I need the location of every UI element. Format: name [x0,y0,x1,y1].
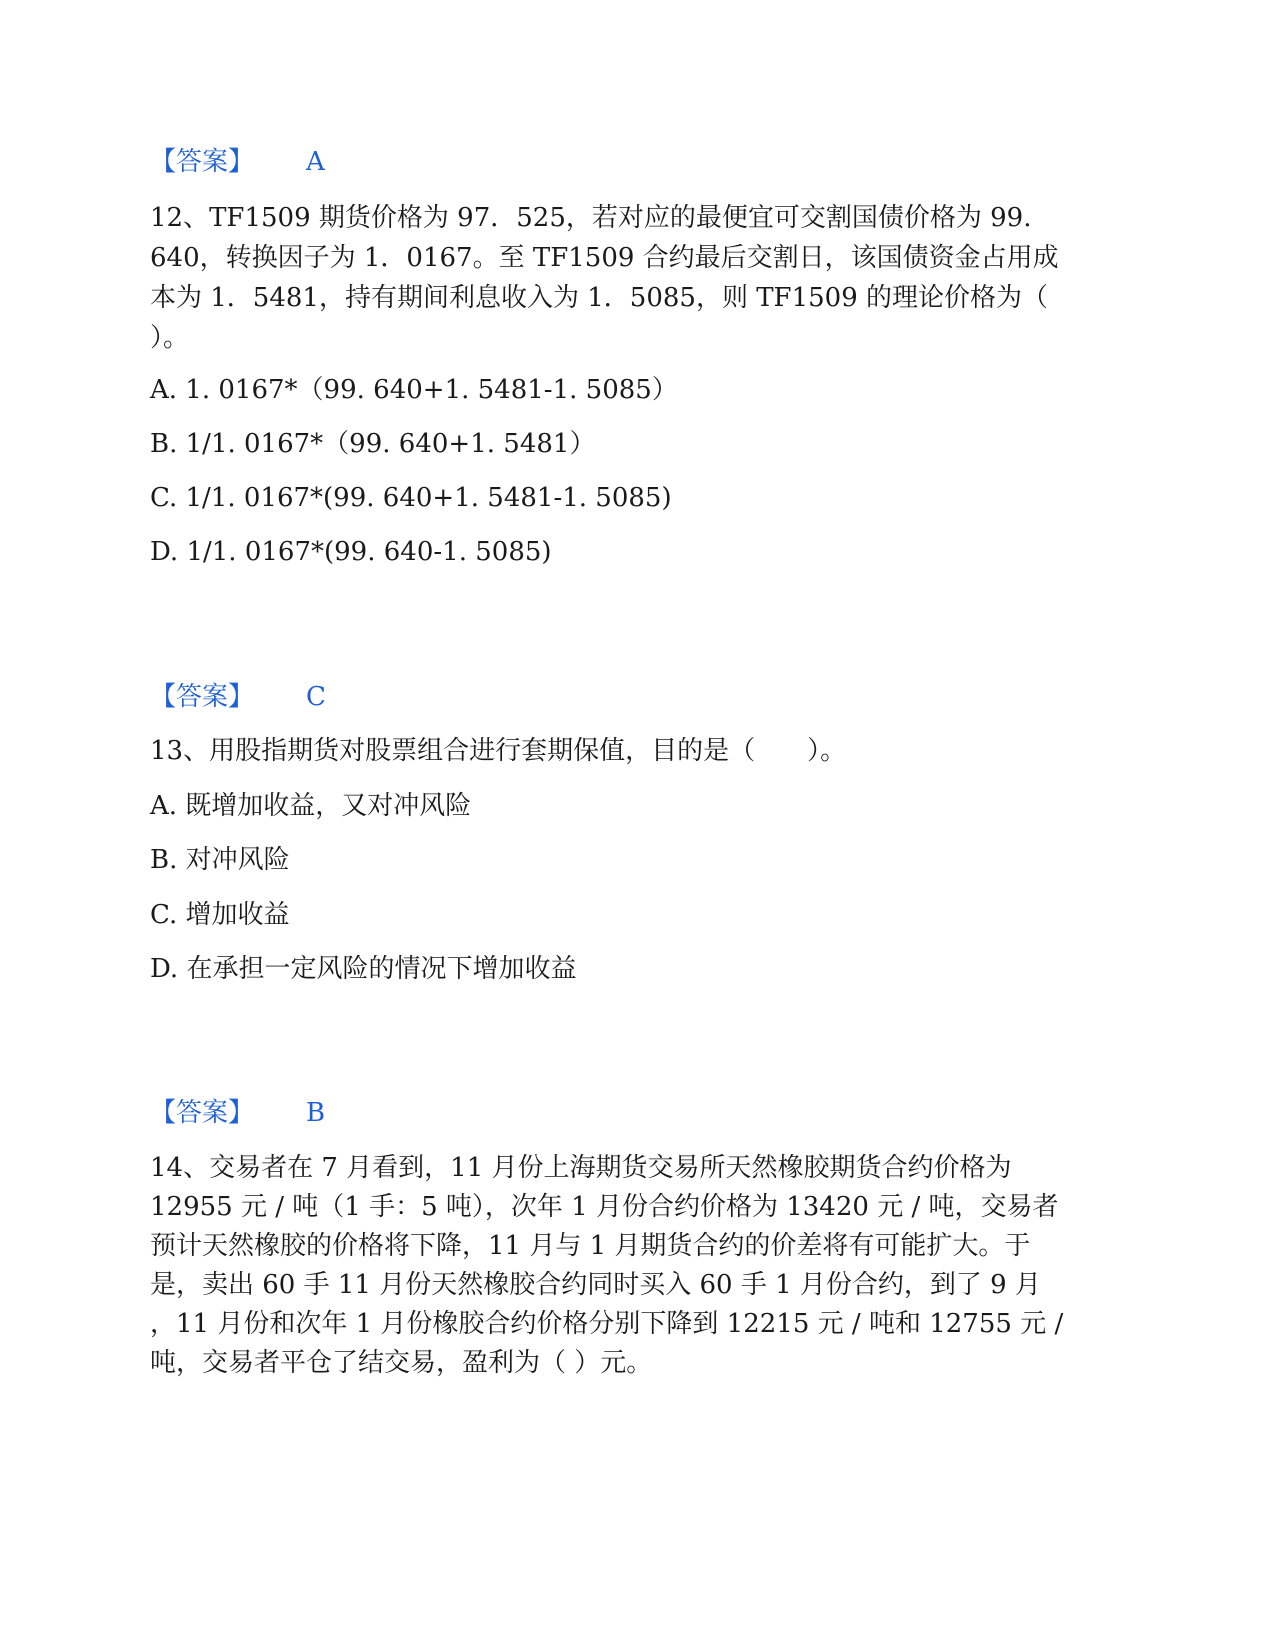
answer-line-2 [150,677,326,717]
answer-line-3 [150,1093,325,1133]
answer-label: 【答案】 [150,682,255,712]
question-13-option-a: A. 既增加收益，又对冲风险 [150,791,472,821]
question-13-option-b: B. 对冲风险 [150,845,290,875]
question-12-option-d: D. 1/1. 0167*(99. 640-1. 5085) [150,537,552,567]
question-14-line-1: 14、交易者在 7 月看到，11 月份上海期货交易所天然橡胶期货合约价格为 [150,1153,1012,1183]
answer-label: 【答案】 [150,1098,255,1128]
answer-value: B [306,1098,326,1128]
question-12-option-c: C. 1/1. 0167*(99. 640+1. 5481-1. 5085) [150,483,672,513]
answer-value: A [306,147,325,177]
question-12-option-a: A. 1. 0167*（99. 640+1. 5481-1. 5085） [150,375,678,405]
question-14-line-5: ，11 月份和次年 1 月份橡胶合约价格分别下降到 12215 元 / 吨和 12755 元 / [150,1309,1064,1339]
question-12-line-4: ）。 [150,323,190,353]
question-13-line-1: 13、用股指期货对股票组合进行套期保值，目的是（ ）。 [150,736,847,766]
question-13-option-d: D. 在承担一定风险的情况下增加收益 [150,954,577,984]
question-14-line-6: 吨，交易者平仓了结交易，盈利为（ ）元。 [150,1348,653,1378]
question-14-line-3: 预计天然橡胶的价格将下降，11 月与 1 月期货合约的价差将有可能扩大。于 [150,1231,1031,1261]
answer-label: 【答案】 [150,147,255,177]
question-13-option-c: C. 增加收益 [150,900,290,930]
question-12-line-3: 本为 1．5481，持有期间利息收入为 1．5085，则 TF1509 的理论价格为（ [150,283,1049,313]
answer-value: C [306,682,326,712]
answer-line-1 [150,142,325,182]
question-14-line-4: 是，卖出 60 手 11 月份天然橡胶合约同时买入 60 手 1 月份合约，到了 9 月 [150,1270,1041,1300]
question-12-option-b: B. 1/1. 0167*（99. 640+1. 5481） [150,429,596,459]
question-12-line-2: 640，转换因子为 1．0167。至 TF1509 合约最后交割日，该国债资金占用成 [150,243,1059,273]
question-12-line-1: 12、TF1509 期货价格为 97．525，若对应的最便宜可交割国债价格为 99. [150,203,1032,233]
question-14-line-2: 12955 元 / 吨（1 手：5 吨），次年 1 月份合约价格为 13420 元 / 吨，交易者 [150,1192,1059,1222]
